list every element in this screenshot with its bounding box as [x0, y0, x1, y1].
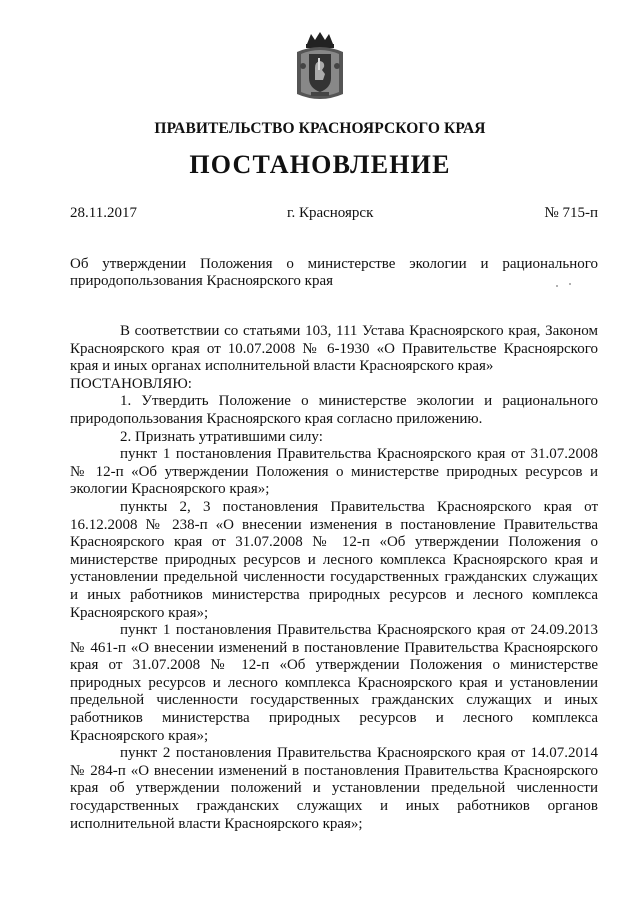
scan-speck: [569, 283, 571, 285]
subject-line-1: Об утверждении Положения о министерстве экологии и рационального: [70, 256, 598, 272]
preamble-paragraph: В соответствии со статьями 103, 111 Устава Красноярского края, Законом Красноярского края от 10.07.2008 № 6-1930 «О Правительстве Красноярского края и иных органах исполнительной власти Красноярского края»: [70, 323, 598, 375]
list-item: пункт 2 постановления Правительства Красноярского края от 14.07.2014 № 284-п «О внесении изменений в постановления Правительства Красноярского края об утверждении положений и установлении предельной численности государственных гражданских служащих и иных работников органов исполнительной власти Красноярского края»;: [70, 745, 598, 832]
document-subject: [70, 256, 598, 290]
list-item: пункт 1 постановления Правительства Красноярского края от 31.07.2008 № 12-п «Об утверждении Положения о министерстве природных ресурсов и экологии Красноярского края»;: [70, 446, 598, 498]
government-title: ПРАВИТЕЛЬСТВО КРАСНОЯРСКОГО КРАЯ: [154, 120, 486, 137]
coat-of-arms-icon: [293, 30, 347, 102]
document-date: 28.11.2017: [70, 205, 137, 221]
list-item: пункты 2, 3 постановления Правительства Красноярского края от 16.12.2008 № 238-п «О внесении изменения в постановление Правительства Красноярского края от 31.07.2008 № 12-п «Об утверждении Положения о министерстве природных ресурсов и лесного комплекса Красноярского края и установлении предельной численности государственных гражданских служащих и иных работников министерства природных ресурсов и лесного комплекса Красноярского края»;: [70, 498, 598, 621]
point-2: 2. Признать утратившими силу:: [120, 428, 323, 445]
list-item: пункт 1 постановления Правительства Красноярского края от 24.09.2013 № 461-п «О внесении изменений в постановление Правительства Красноярского края от 31.07.2008 № 12-п «Об утверждении Положения о министерстве природных ресурсов и лесного комплекса Красноярского края и установлении предельной численности государственных гражданских служащих и иных работников министерства природных ресурсов и лесного комплекса Красноярского края»;: [70, 622, 598, 744]
document-body: [70, 323, 598, 833]
document-city: г. Красноярск: [287, 205, 374, 221]
document-type: ПОСТАНОВЛЕНИЕ: [189, 150, 451, 179]
document-number: № 715-п: [544, 205, 598, 221]
decree-word: ПОСТАНОВЛЯЮ:: [70, 375, 192, 392]
subject-line-2: природопользования Красноярского края: [70, 273, 334, 289]
point-1: 1. Утвердить Положение о министерстве экологии и рационального природопользования Красноярского края согласно приложению.: [70, 393, 598, 427]
scan-speck: [556, 285, 558, 287]
